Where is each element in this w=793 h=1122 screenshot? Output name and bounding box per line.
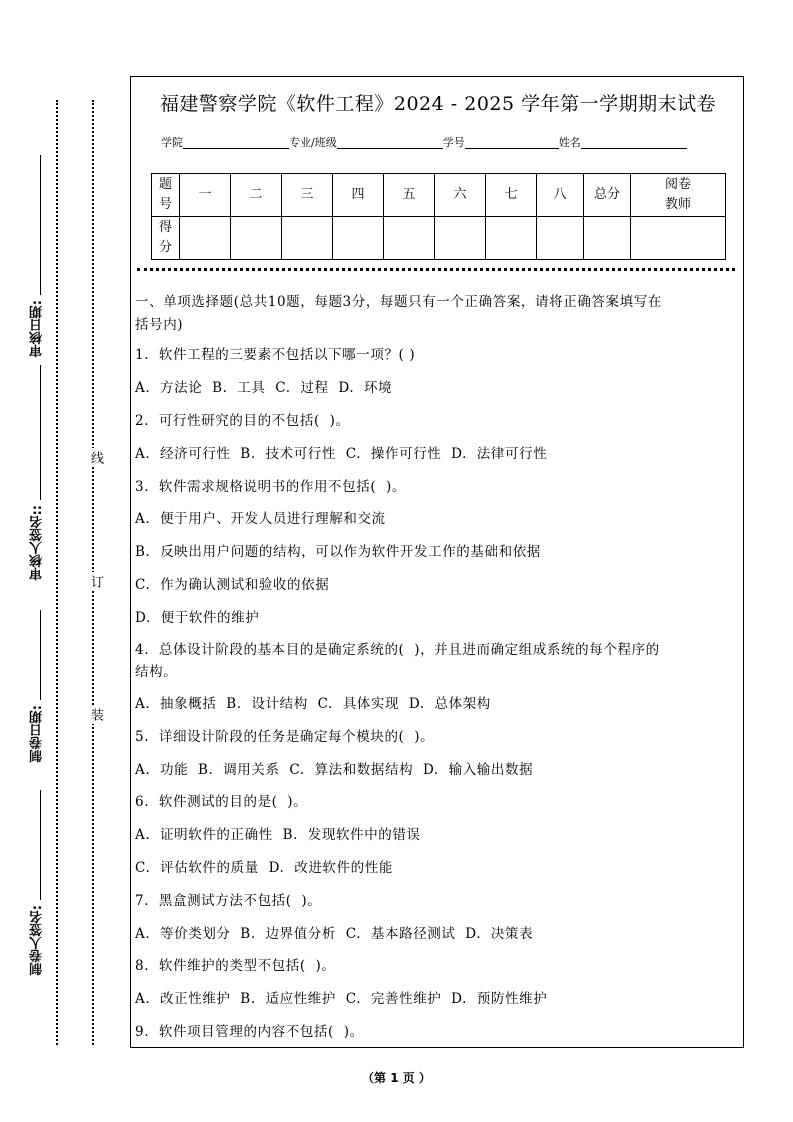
exam-title: 福建警察学院《软件工程》2024 - 2025 学年第一学期期末试卷 bbox=[159, 93, 717, 115]
question-3: 3. 软件需求规格说明书的作用不包括( )。 bbox=[135, 479, 406, 495]
maker-sign-line bbox=[40, 790, 41, 900]
cut-label-line: 线 bbox=[86, 448, 105, 467]
question-7-options: A. 等价类划分 B. 边界值分析 C. 基本路径测试 D. 决策表 bbox=[135, 926, 534, 942]
question-3-option-d: D. 便于软件的维护 bbox=[135, 610, 260, 626]
score-row-label-score: 得 分 bbox=[152, 217, 180, 260]
question-9: 9. 软件项目管理的内容不包括( )。 bbox=[135, 1024, 364, 1040]
score-cell[interactable] bbox=[584, 217, 631, 260]
question-1: 1. 软件工程的三要素不包括以下哪一项？( ) bbox=[135, 347, 416, 363]
question-5: 5. 详细设计阶段的任务是确定每个模块的( )。 bbox=[135, 729, 435, 745]
score-col-2: 二 bbox=[231, 174, 282, 217]
question-6: 6. 软件测试的目的是( )。 bbox=[135, 794, 308, 810]
cut-label-install: 装 bbox=[86, 705, 105, 724]
question-8: 8. 软件维护的类型不包括( )。 bbox=[135, 958, 336, 974]
score-col-8: 八 bbox=[537, 174, 584, 217]
question-8-options: A. 改正性维护 B. 适应性维护 C. 完善性维护 D. 预防性维护 bbox=[135, 991, 548, 1007]
score-col-total: 总分 bbox=[584, 174, 631, 217]
reviewer-sign-line bbox=[40, 365, 41, 500]
section-heading-line2: 括号内) bbox=[135, 317, 184, 333]
score-cell[interactable] bbox=[231, 217, 282, 260]
reviewer-date-line bbox=[40, 155, 41, 295]
cut-label-bind: 订 bbox=[86, 572, 105, 591]
page-number: （第 1 页 ） bbox=[362, 1071, 431, 1085]
score-col-grader: 阅卷 教师 bbox=[631, 174, 726, 217]
question-5-options: A. 功能 B. 调用关系 C. 算法和数据结构 D. 输入输出数据 bbox=[135, 762, 534, 778]
question-6-options-cd: C. 评估软件的质量 D. 改进软件的性能 bbox=[135, 860, 393, 876]
question-4-line2: 结构。 bbox=[135, 664, 178, 680]
major-field[interactable] bbox=[337, 136, 443, 149]
question-7: 7. 黑盒测试方法不包括( )。 bbox=[135, 893, 322, 909]
score-cell[interactable] bbox=[180, 217, 231, 260]
college-field[interactable] bbox=[183, 136, 289, 149]
major-label: 专业/班级 bbox=[289, 136, 337, 149]
outer-dotted-line bbox=[56, 100, 58, 1045]
exam-frame bbox=[130, 76, 744, 1048]
score-col-4: 四 bbox=[333, 174, 384, 217]
name-field[interactable] bbox=[581, 136, 687, 149]
college-label: 学院 bbox=[161, 136, 183, 149]
question-3-option-c: C. 作为确认测试和验收的依据 bbox=[135, 577, 330, 593]
question-1-options: A. 方法论 B. 工具 C. 过程 D. 环境 bbox=[135, 380, 393, 396]
score-cell[interactable] bbox=[333, 217, 384, 260]
section-separator bbox=[137, 268, 735, 271]
name-label: 姓名 bbox=[558, 136, 581, 149]
question-4-options: A. 抽象概括 B. 设计结构 C. 具体实现 D. 总体架构 bbox=[135, 696, 491, 712]
question-3-option-b: B. 反映出用户问题的结构，可以作为软件开发工作的基础和依据 bbox=[135, 544, 541, 560]
section-heading-line1: 一、单项选择题(总共10题，每题3分，每题只有一个正确答案，请将正确答案填写在 bbox=[135, 294, 662, 310]
question-4-line1: 4. 总体设计阶段的基本目的是确定系统的( )，并且进而确定组成系统的每个程序的 bbox=[135, 642, 660, 658]
reviewer-date-label: 审核日期: bbox=[30, 300, 45, 358]
score-col-7: 七 bbox=[486, 174, 537, 217]
maker-date-line bbox=[40, 610, 41, 700]
score-cell[interactable] bbox=[537, 217, 584, 260]
score-row-label-question: 题 号 bbox=[152, 174, 180, 217]
score-cell[interactable] bbox=[282, 217, 333, 260]
score-col-5: 五 bbox=[384, 174, 435, 217]
score-cell[interactable] bbox=[384, 217, 435, 260]
student-info-row bbox=[161, 134, 687, 150]
reviewer-sign-label: 审核人签名:: bbox=[30, 505, 45, 581]
score-table bbox=[151, 173, 726, 260]
score-col-6: 六 bbox=[435, 174, 486, 217]
score-cell[interactable] bbox=[435, 217, 486, 260]
question-2: 2. 可行性研究的目的不包括( )。 bbox=[135, 413, 350, 429]
maker-sign-label: 制卷人签名: bbox=[30, 905, 45, 976]
score-cell[interactable] bbox=[486, 217, 537, 260]
score-col-1: 一 bbox=[180, 174, 231, 217]
question-6-options-ab: A. 证明软件的正确性 B. 发现软件中的错误 bbox=[135, 827, 421, 843]
question-2-options: A. 经济可行性 B. 技术可行性 C. 操作可行性 D. 法律可行性 bbox=[135, 446, 548, 462]
student-id-label: 学号 bbox=[442, 136, 465, 149]
score-cell[interactable] bbox=[631, 217, 726, 260]
student-id-field[interactable] bbox=[465, 136, 559, 149]
question-3-option-a: A. 便于用户、开发人员进行理解和交流 bbox=[135, 511, 386, 527]
maker-date-label: 制卷日期: bbox=[30, 705, 45, 763]
score-col-3: 三 bbox=[282, 174, 333, 217]
